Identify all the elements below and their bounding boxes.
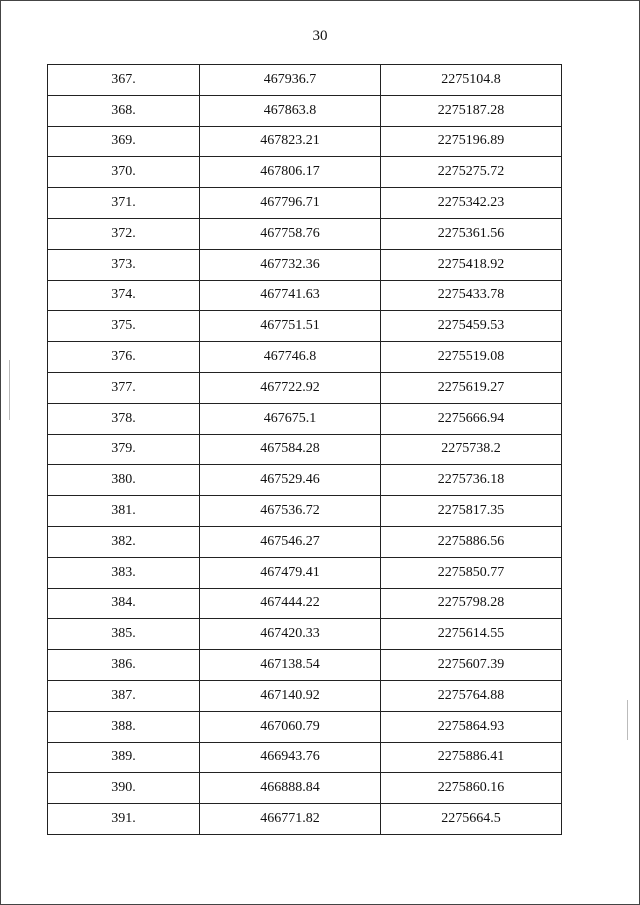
x-coordinate-cell: 467529.46: [200, 465, 381, 496]
row-index-cell: 388.: [48, 711, 200, 742]
y-coordinate-cell: 2275738.2: [381, 434, 562, 465]
x-coordinate-cell: 467138.54: [200, 650, 381, 681]
y-coordinate-cell: 2275418.92: [381, 249, 562, 280]
x-coordinate-cell: 467863.8: [200, 95, 381, 126]
table-row: [48, 342, 562, 373]
scan-artifact-right: [627, 700, 628, 740]
y-coordinate-cell: 2275342.23: [381, 188, 562, 219]
y-coordinate-cell: 2275614.55: [381, 619, 562, 650]
row-index-cell: 371.: [48, 188, 200, 219]
x-coordinate-cell: 467751.51: [200, 311, 381, 342]
table-row: [48, 496, 562, 527]
x-coordinate-cell: 467732.36: [200, 249, 381, 280]
x-coordinate-cell: 467675.1: [200, 403, 381, 434]
table-row: [48, 126, 562, 157]
y-coordinate-cell: 2275736.18: [381, 465, 562, 496]
x-coordinate-cell: 467758.76: [200, 218, 381, 249]
row-index-cell: 368.: [48, 95, 200, 126]
row-index-cell: 378.: [48, 403, 200, 434]
x-coordinate-cell: 467546.27: [200, 526, 381, 557]
table-row: [48, 249, 562, 280]
row-index-cell: 374.: [48, 280, 200, 311]
y-coordinate-cell: 2275798.28: [381, 588, 562, 619]
x-coordinate-cell: 467444.22: [200, 588, 381, 619]
x-coordinate-cell: 467936.7: [200, 65, 381, 96]
table-row: [48, 465, 562, 496]
table-row: [48, 311, 562, 342]
x-coordinate-cell: 466943.76: [200, 742, 381, 773]
x-coordinate-cell: 467722.92: [200, 372, 381, 403]
table-row: [48, 403, 562, 434]
x-coordinate-cell: 466771.82: [200, 804, 381, 835]
row-index-cell: 384.: [48, 588, 200, 619]
table-row: [48, 95, 562, 126]
y-coordinate-cell: 2275619.27: [381, 372, 562, 403]
y-coordinate-cell: 2275519.08: [381, 342, 562, 373]
x-coordinate-cell: 467420.33: [200, 619, 381, 650]
table-row: [48, 188, 562, 219]
row-index-cell: 385.: [48, 619, 200, 650]
y-coordinate-cell: 2275864.93: [381, 711, 562, 742]
table-row: [48, 619, 562, 650]
table-row: [48, 680, 562, 711]
y-coordinate-cell: 2275817.35: [381, 496, 562, 527]
y-coordinate-cell: 2275607.39: [381, 650, 562, 681]
row-index-cell: 386.: [48, 650, 200, 681]
row-index-cell: 383.: [48, 557, 200, 588]
y-coordinate-cell: 2275361.56: [381, 218, 562, 249]
x-coordinate-cell: 467746.8: [200, 342, 381, 373]
row-index-cell: 391.: [48, 804, 200, 835]
y-coordinate-cell: 2275886.56: [381, 526, 562, 557]
table-row: [48, 434, 562, 465]
x-coordinate-cell: 466888.84: [200, 773, 381, 804]
scan-artifact-left: [9, 360, 10, 420]
row-index-cell: 372.: [48, 218, 200, 249]
y-coordinate-cell: 2275104.8: [381, 65, 562, 96]
row-index-cell: 379.: [48, 434, 200, 465]
row-index-cell: 380.: [48, 465, 200, 496]
table-row: [48, 588, 562, 619]
y-coordinate-cell: 2275764.88: [381, 680, 562, 711]
table-row: [48, 742, 562, 773]
row-index-cell: 387.: [48, 680, 200, 711]
y-coordinate-cell: 2275187.28: [381, 95, 562, 126]
row-index-cell: 373.: [48, 249, 200, 280]
y-coordinate-cell: 2275664.5: [381, 804, 562, 835]
y-coordinate-cell: 2275433.78: [381, 280, 562, 311]
row-index-cell: 370.: [48, 157, 200, 188]
table-row: [48, 804, 562, 835]
x-coordinate-cell: 467479.41: [200, 557, 381, 588]
x-coordinate-cell: 467823.21: [200, 126, 381, 157]
page-number: 30: [312, 28, 328, 44]
row-index-cell: 375.: [48, 311, 200, 342]
table-row: [48, 218, 562, 249]
y-coordinate-cell: 2275860.16: [381, 773, 562, 804]
table-row: [48, 650, 562, 681]
y-coordinate-cell: 2275275.72: [381, 157, 562, 188]
row-index-cell: 367.: [48, 65, 200, 96]
row-index-cell: 389.: [48, 742, 200, 773]
y-coordinate-cell: 2275459.53: [381, 311, 562, 342]
table-row: [48, 65, 562, 96]
x-coordinate-cell: 467796.71: [200, 188, 381, 219]
x-coordinate-cell: 467060.79: [200, 711, 381, 742]
table-row: [48, 711, 562, 742]
coordinates-table-body: [48, 65, 562, 835]
row-index-cell: 381.: [48, 496, 200, 527]
x-coordinate-cell: 467140.92: [200, 680, 381, 711]
row-index-cell: 390.: [48, 773, 200, 804]
table-row: [48, 557, 562, 588]
table-row: [48, 157, 562, 188]
row-index-cell: 376.: [48, 342, 200, 373]
y-coordinate-cell: 2275196.89: [381, 126, 562, 157]
table-row: [48, 526, 562, 557]
coordinates-table: [47, 64, 562, 835]
x-coordinate-cell: 467806.17: [200, 157, 381, 188]
table-row: [48, 773, 562, 804]
row-index-cell: 369.: [48, 126, 200, 157]
x-coordinate-cell: 467741.63: [200, 280, 381, 311]
table-row: [48, 372, 562, 403]
x-coordinate-cell: 467536.72: [200, 496, 381, 527]
row-index-cell: 382.: [48, 526, 200, 557]
y-coordinate-cell: 2275666.94: [381, 403, 562, 434]
table-row: [48, 280, 562, 311]
x-coordinate-cell: 467584.28: [200, 434, 381, 465]
y-coordinate-cell: 2275886.41: [381, 742, 562, 773]
row-index-cell: 377.: [48, 372, 200, 403]
y-coordinate-cell: 2275850.77: [381, 557, 562, 588]
